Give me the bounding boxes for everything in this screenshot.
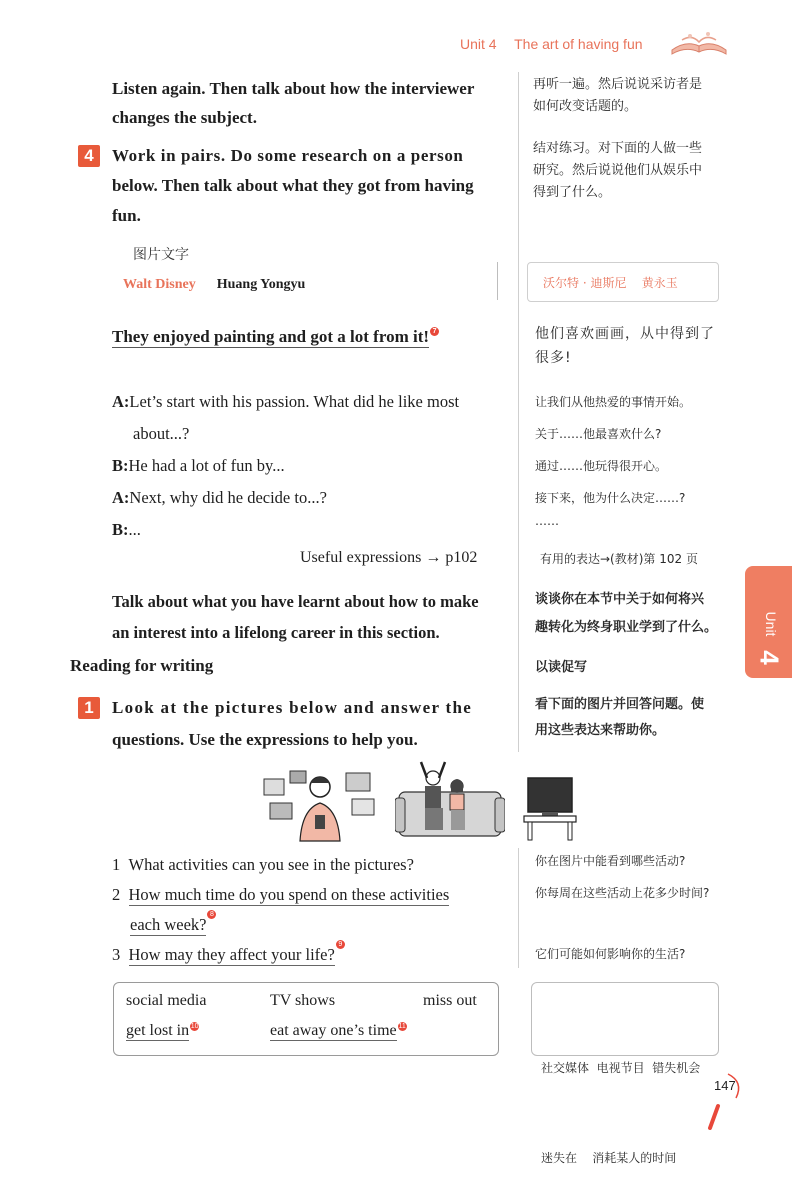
persons-row (123, 277, 305, 293)
question-3-zh: 它们可能如何影响你的生活? (535, 947, 686, 961)
illustration-tv-watching (395, 758, 505, 842)
person-huang-yongyu: Huang Yongyu (216, 277, 306, 292)
persons-box-edge (497, 262, 498, 300)
model-sentence: They enjoyed painting and got a lot from it! 7 (112, 327, 439, 347)
questions-list (112, 850, 504, 970)
person-walt-disney: Walt Disney (123, 277, 196, 292)
section-heading-zh: 以读促写 (535, 660, 588, 675)
expression-tv-shows: TV shows (270, 992, 336, 1009)
useful-expressions-ref: Useful expressions → p102 (300, 549, 478, 566)
summary-instruction: Talk about what you have learnt about how to make an interest into a lifelong career in this section. (112, 592, 479, 642)
question-1: 1 What activities can you see in the pictures? (112, 855, 414, 874)
page-number: 147 (714, 1078, 736, 1093)
expression-get-lost-in: get lost in 10 (126, 1022, 199, 1039)
expressions-row-1 (126, 992, 488, 1010)
expression-social-media: social media (126, 992, 207, 1009)
page-header (460, 36, 643, 52)
summary-zh: 谈谈你在本节中关于如何将兴 趣转化为终身职业学到了什么。 (535, 592, 718, 635)
reading-instruction: Look at the pictures below and answer the questions. Use the expressions to help you. (112, 698, 473, 749)
column-divider (518, 72, 519, 752)
note-marker: 7 (430, 327, 439, 336)
side-tab-number: 4 (754, 650, 785, 665)
unit-label: Unit 4 (460, 36, 497, 52)
unit-side-tab (745, 566, 792, 678)
dialogue (112, 386, 504, 546)
listen-again-zh: 再听一遍。然后说说采访者是 如何改变话题的。 (533, 77, 703, 114)
reading-zh: 看下面的图片并回答问题。使 用这些表达来帮助你。 (535, 697, 705, 738)
side-tab-label: Unit (763, 611, 779, 637)
listen-again-instruction: Listen again. Then talk about how the interviewer changes the subject. (112, 79, 475, 127)
unit-title: The art of having fun (514, 36, 643, 52)
column-divider-lower (518, 848, 519, 968)
expressions-row-2 (126, 1022, 488, 1040)
dialogue-line: A:Let’s start with his passion. What did he like most (112, 392, 460, 411)
reading-number-badge: 1 (78, 697, 100, 719)
task-number-badge: 4 (78, 145, 100, 167)
section-heading: Reading for writing (70, 656, 214, 675)
expressions-zh: 社交媒体 电视节目 错失机会 迷失在 消耗某人的时间 (541, 1061, 701, 1165)
page-corner-decoration (700, 1072, 746, 1130)
dialogue-zh: 让我们从他热爱的事情开始。 关于……他最喜欢什么? 通过……他玩得很开心。 接下来，他为什么决定……? …… (535, 395, 692, 528)
question-2-zh: 你每周在这些活动上花多少时间? (535, 886, 710, 900)
question-2-cont: each week?8 (112, 910, 504, 940)
illustration-social-media (262, 765, 378, 843)
dialogue-line: B:He had a lot of fun by... (112, 456, 285, 475)
question-3: 3 How may they affect your life?9 (112, 940, 504, 970)
book-icon (668, 28, 730, 58)
dialogue-line: B:... (112, 520, 141, 539)
image-caption: 图片文字 (133, 247, 189, 263)
useful-expressions-zh: 有用的表达→(教材)第 102 页 (540, 552, 698, 566)
dialogue-line: A:Next, why did he decide to...? (112, 488, 327, 507)
task4-zh: 结对练习。对下面的人做一些 研究。然后说说他们从娱乐中 得到了什么。 (533, 141, 703, 200)
dialogue-line-cont: about...? (133, 424, 190, 443)
question-2: 2 How much time do you spend on these activities (112, 885, 450, 904)
expression-eat-away: eat away one’s time 11 (270, 1022, 406, 1039)
question-1-zh: 你在图片中能看到哪些活动? (535, 854, 686, 868)
expression-miss-out: miss out (423, 992, 477, 1009)
model-sentence-zh: 他们喜欢画画，从中得到了 很多! (535, 326, 715, 366)
task4-instruction: Work in pairs. Do some research on a person below. Then talk about what they got from having fun. (112, 146, 474, 225)
illustration-tv-set (522, 776, 578, 842)
persons-zh: 沃尔特 · 迪斯尼 黄永玉 (543, 276, 678, 290)
